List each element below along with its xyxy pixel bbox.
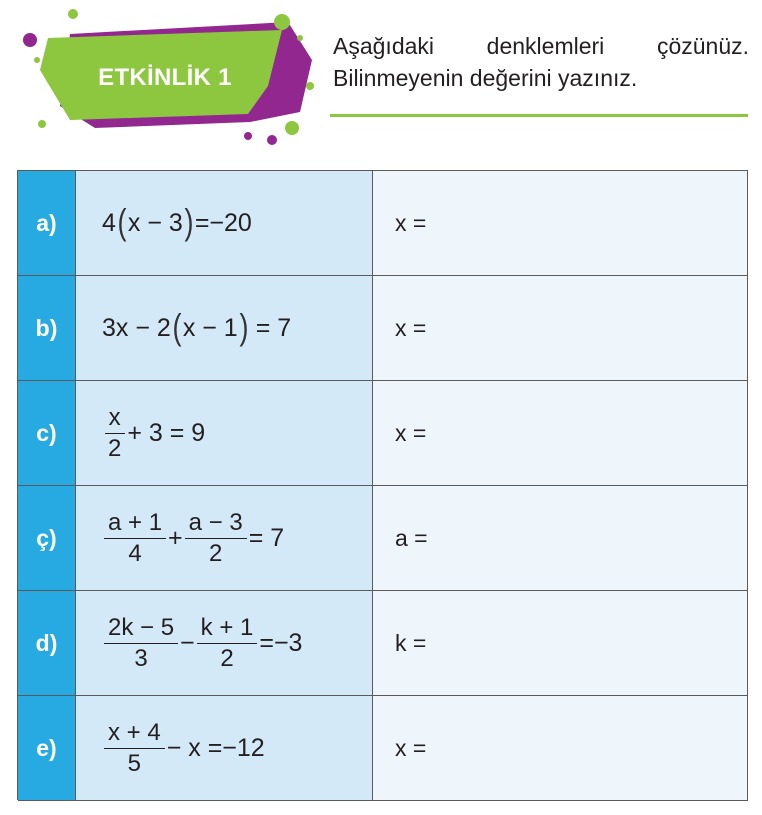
answer-cell[interactable] [373, 696, 748, 801]
eq-left-paren: ( [172, 306, 182, 347]
row-label: ç) [18, 486, 76, 591]
row-label: c) [18, 381, 76, 486]
answer-cell[interactable] [373, 276, 748, 381]
eq-prefix: 3x − 2 [102, 313, 171, 342]
fraction-numerator: a + 1 [104, 508, 166, 538]
eq-rest: − x =−12 [166, 733, 265, 762]
answer-cell[interactable] [373, 486, 748, 591]
equation [76, 171, 373, 276]
answer-prompt: a = [395, 524, 428, 551]
answer-prompt: x = [395, 314, 427, 341]
eq-inner: x − 1 [182, 313, 238, 342]
instruction-text [333, 30, 749, 94]
droplet-green-6 [285, 121, 299, 135]
fraction-denominator: 2 [209, 539, 223, 567]
fraction-numerator: a − 3 [185, 508, 247, 538]
eq-fraction-1 [104, 613, 178, 673]
fraction-numerator: k + 1 [197, 613, 258, 643]
eq-right-paren: ) [239, 306, 249, 347]
droplet-green-5 [297, 35, 303, 41]
eq-fraction [104, 403, 125, 463]
row-label: b) [18, 276, 76, 381]
answer-cell[interactable] [373, 381, 748, 486]
equation-row-e [18, 696, 748, 801]
eq-rhs: = 7 [255, 313, 292, 342]
row-label: d) [18, 591, 76, 696]
instruction-line-2: Bilinmeyenin değerini yazınız. [333, 65, 638, 91]
answer-prompt: x = [395, 209, 427, 236]
droplet-green-4 [274, 14, 290, 30]
equation-row-c-cedilla [18, 486, 748, 591]
equation-row-b [18, 276, 748, 381]
answer-prompt: k = [395, 629, 427, 656]
row-label: e) [18, 696, 76, 801]
droplet-green-3 [38, 120, 46, 128]
equation-row-c [18, 381, 748, 486]
header-divider [330, 114, 748, 117]
answer-prompt: x = [395, 419, 427, 446]
equation-row-d [18, 591, 748, 696]
eq-operator: + [168, 523, 183, 552]
row-label: a) [18, 171, 76, 276]
activity-title: ETKİNLİK 1 [98, 64, 232, 91]
activity-header [0, 0, 762, 150]
eq-fraction-1 [104, 508, 166, 568]
eq-rest: + 3 = 9 [127, 418, 206, 447]
equation [76, 381, 373, 486]
eq-operator: − [180, 628, 195, 657]
droplet-green-1 [68, 9, 78, 19]
equation [76, 696, 373, 801]
fraction-denominator: 5 [127, 749, 142, 777]
fraction-denominator: 3 [134, 644, 148, 672]
fraction-denominator: 2 [220, 644, 234, 672]
equation-row-a [18, 171, 748, 276]
eq-rhs: =−3 [259, 628, 303, 657]
fraction-denominator: 4 [128, 539, 142, 567]
droplet-purple-1 [23, 33, 37, 47]
fraction-numerator: x [105, 403, 125, 433]
equation [76, 486, 373, 591]
answer-prompt: x = [395, 734, 427, 761]
eq-rhs: = 7 [248, 523, 285, 552]
equation [76, 591, 373, 696]
droplet-purple-3 [267, 135, 277, 145]
eq-coefficient: 4 [102, 208, 116, 237]
eq-right-paren: ) [184, 201, 194, 242]
eq-fraction-2 [185, 508, 247, 568]
answer-cell[interactable] [373, 591, 748, 696]
answer-cell[interactable] [373, 171, 748, 276]
eq-rhs: =−20 [194, 208, 252, 237]
droplet-purple-2 [244, 132, 252, 140]
equations-table [17, 170, 748, 800]
droplet-green-2 [34, 57, 40, 63]
eq-fraction-2 [197, 613, 258, 673]
equation [76, 276, 373, 381]
fraction-numerator: 2k − 5 [104, 613, 178, 643]
instruction-line-1: Aşağıdaki denklemleri çözünüz. [333, 33, 749, 59]
eq-fraction [104, 718, 165, 778]
eq-left-paren: ( [117, 201, 127, 242]
eq-inner: x − 3 [127, 208, 183, 237]
droplet-green-7 [306, 82, 314, 90]
fraction-denominator: 2 [108, 434, 122, 462]
fraction-numerator: x + 4 [104, 718, 165, 748]
